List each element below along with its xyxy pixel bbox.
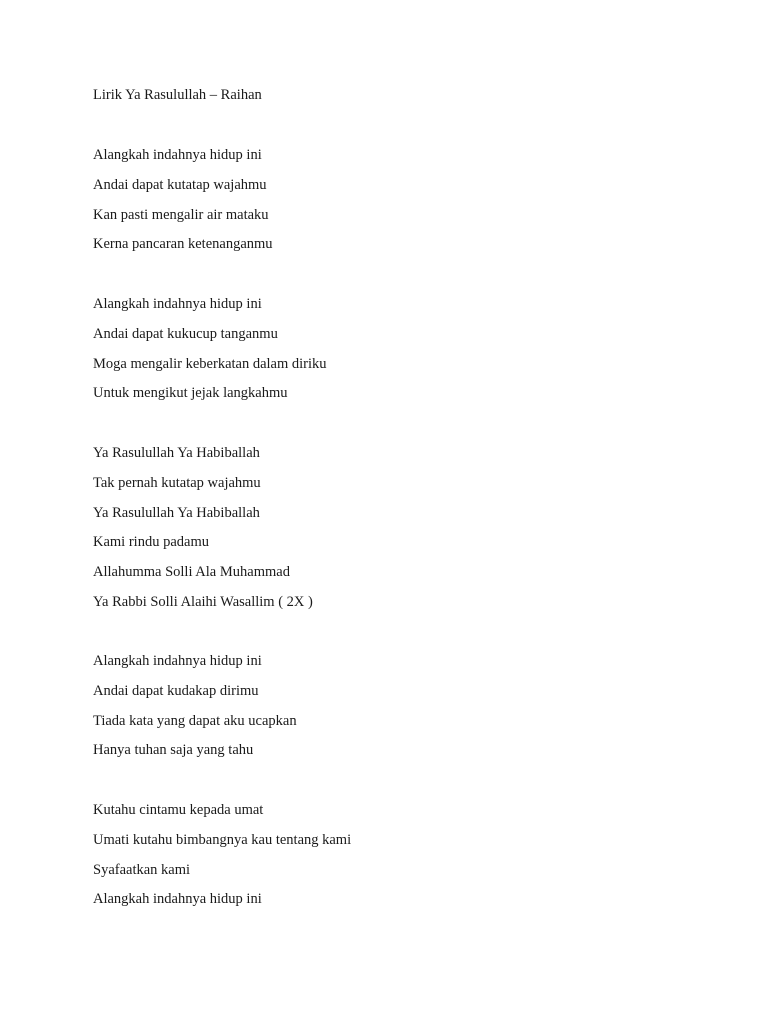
lyric-line: Kami rindu padamu	[93, 534, 209, 551]
lyrics-stanza	[93, 295, 327, 402]
lyrics-stanza	[93, 801, 351, 908]
lyric-line: Tiada kata yang dapat aku ucapkan	[93, 712, 297, 729]
lyric-line: Allahumma Solli Ala Muhammad	[93, 564, 290, 581]
lyric-line: Syafaatkan kami	[93, 861, 191, 878]
lyric-line: Andai dapat kukucup tanganmu	[93, 325, 278, 342]
lyric-line: Tak pernah kutatap wajahmu	[93, 474, 261, 491]
lyric-line: Alangkah indahnya hidup ini	[93, 653, 262, 669]
lyric-line: Ya Rabbi Solli Alaihi Wasallim ( 2X )	[93, 593, 313, 610]
lyric-line: Moga mengalir keberkatan dalam diriku	[93, 355, 327, 372]
lyrics-stanza	[93, 652, 297, 759]
lyric-line: Untuk mengikut jejak langkahmu	[93, 385, 288, 402]
lyrics-stanza	[93, 444, 313, 611]
lyric-line: Andai dapat kutatap wajahmu	[93, 176, 267, 193]
lyric-line: Hanya tuhan saja yang tahu	[93, 742, 254, 759]
lyrics-stanza	[93, 146, 273, 253]
lyric-line: Andai dapat kudakap dirimu	[93, 682, 259, 699]
lyric-line: Kerna pancaran ketenanganmu	[93, 236, 273, 253]
lyric-line: Umati kutahu bimbangnya kau tentang kami	[93, 831, 352, 848]
lyric-line: Alangkah indahnya hidup ini	[93, 296, 262, 312]
lyric-line: Alangkah indahnya hidup ini	[93, 147, 262, 163]
lyric-line: Alangkah indahnya hidup ini	[93, 891, 262, 908]
lyric-line: Kan pasti mengalir air mataku	[93, 206, 269, 223]
lyric-line: Ya Rasulullah Ya Habiballah	[93, 445, 260, 461]
lyric-line: Ya Rasulullah Ya Habiballah	[93, 504, 260, 521]
document-title: Lirik Ya Rasulullah – Raihan	[93, 87, 262, 103]
lyric-line: Kutahu cintamu kepada umat	[93, 802, 264, 818]
